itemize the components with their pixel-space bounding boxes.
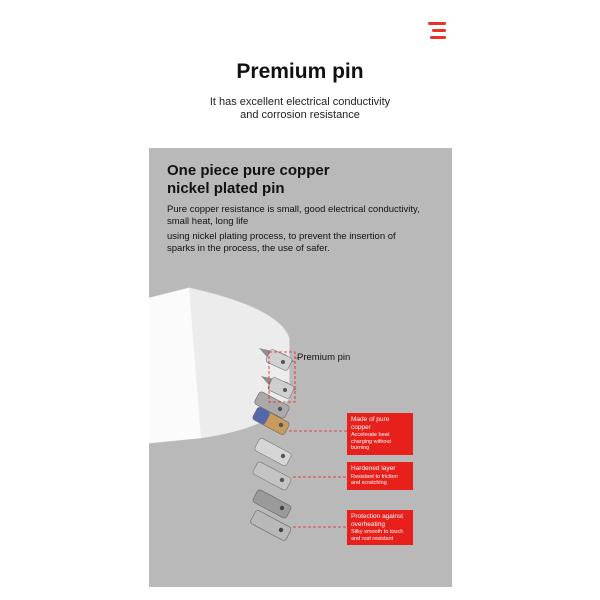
feature-panel — [149, 148, 452, 587]
premium-pin-label: Premium pin — [297, 352, 351, 363]
callout-overheating: Protection against overheating Silky smooth to touch and rust resistant — [347, 510, 413, 545]
hamburger-menu-icon[interactable] — [428, 22, 448, 40]
panel-text-plating: using nickel plating process, to prevent the insertion of sparks in the process, the use of safer. — [167, 231, 396, 254]
panel-title: One piece pure copper nickel plated pin — [167, 162, 330, 197]
page-subtitle: It has excellent electrical conductivity and corrosion resistance — [209, 96, 391, 121]
page-title: Premium pin — [236, 60, 364, 83]
panel-text-resistance: Pure copper resistance is small, good electrical conductivity, small heat, long life — [167, 204, 420, 227]
callout-hardened-layer: Hardened layer Resistant to friction and scratching — [347, 462, 413, 490]
callout-pure-copper: Made of pure copper Accelerate heat charging without burning — [347, 413, 413, 455]
